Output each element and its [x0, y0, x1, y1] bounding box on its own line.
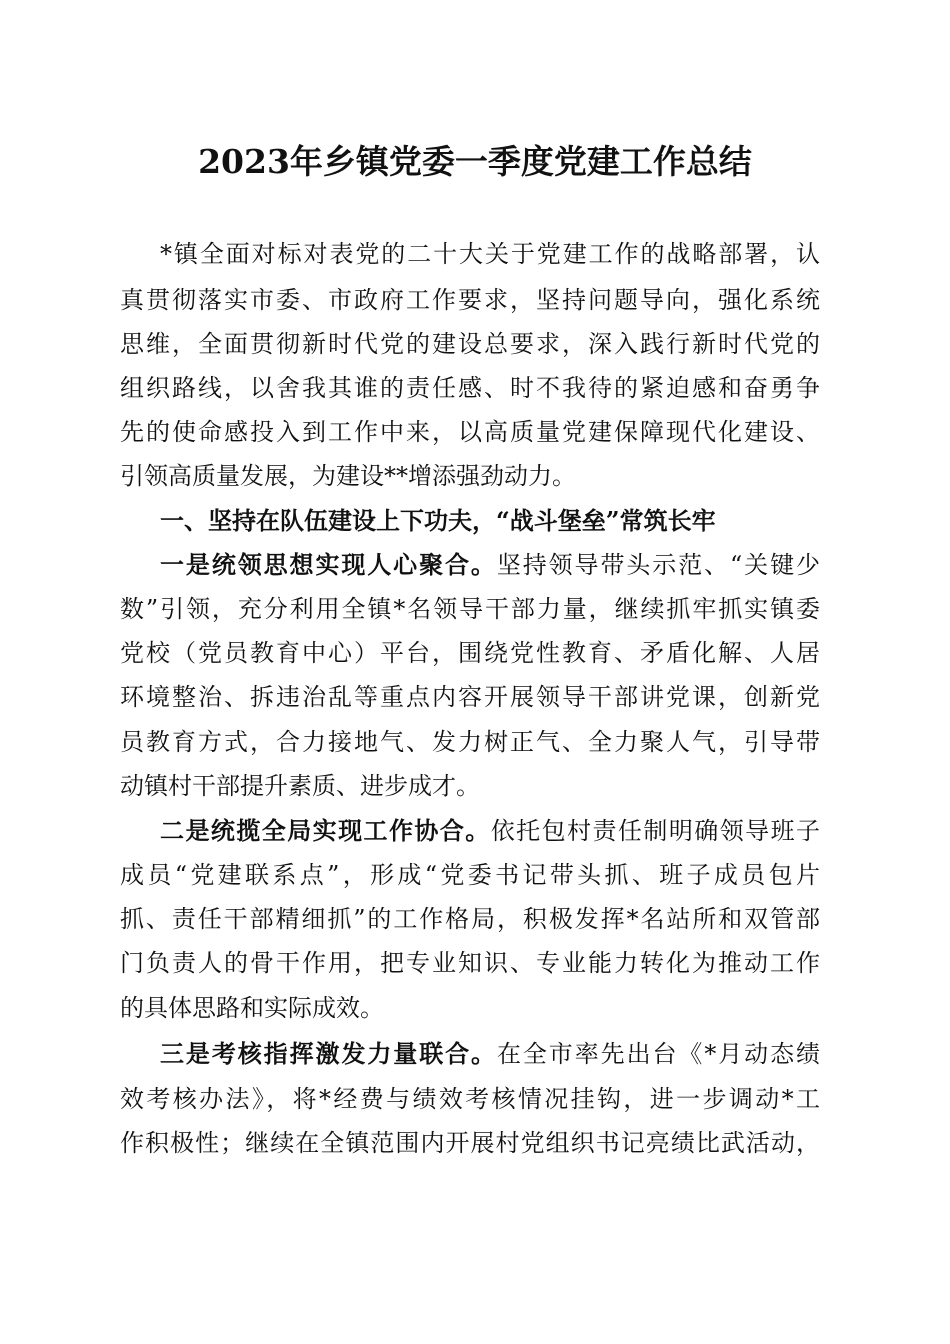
paragraph-lead: 一是统领思想实现人心聚合。	[160, 550, 497, 579]
paragraph-line: 员教育方式，合力接地气、发力树正气、全力聚人气，引导带	[120, 728, 820, 756]
paragraph-line: 的具体思路和实际成效。	[120, 994, 384, 1022]
intro-line: 先的使命感投入到工作中来，以高质量党建保障现代化建设、	[120, 418, 820, 446]
document-title: 2023年乡镇党委一季度党建工作总结	[198, 142, 752, 181]
intro-line: 组织路线，以舍我其谁的责任感、时不我待的紧迫感和奋勇争	[120, 374, 820, 402]
intro-line: 真贯彻落实市委、市政府工作要求，坚持问题导向，强化系统	[120, 286, 820, 314]
paragraph-lead: 三是考核指挥激发力量联合。	[160, 1039, 497, 1068]
paragraph-text: 依托包村责任制明确领导班子	[490, 817, 821, 845]
paragraph-line: 党校（党员教育中心）平台，围绕党性教育、矛盾化解、人居	[120, 639, 820, 667]
paragraph-line: 动镇村干部提升素质、进步成才。	[120, 772, 480, 800]
section-heading: 一、坚持在队伍建设上下功夫，“战斗堡垒”常筑长牢	[160, 506, 716, 535]
intro-line: 引领高质量发展，为建设**增添强劲动力。	[120, 462, 576, 490]
paragraph-first-line	[160, 1032, 820, 1076]
paragraph-line: 作积极性；继续在全镇范围内开展村党组织书记亮绩比武活动，	[120, 1129, 820, 1157]
intro-line: *镇全面对标对表党的二十大关于党建工作的战略部署，认	[160, 240, 820, 268]
paragraph-line: 环境整治、拆违治乱等重点内容开展领导干部讲党课，创新党	[120, 683, 820, 711]
paragraph-text: 在全市率先出台《*月动态绩	[496, 1040, 821, 1068]
paragraph-text: 坚持领导带头示范、“关键少	[496, 551, 821, 579]
paragraph-line: 抓、责任干部精细抓”的工作格局，积极发挥*名站所和双管部	[120, 905, 820, 933]
paragraph-line: 门负责人的骨干作用，把专业知识、专业能力转化为推动工作	[120, 949, 820, 977]
intro-line: 思维，全面贯彻新时代党的建设总要求，深入践行新时代党的	[120, 330, 820, 358]
paragraph-line: 成员“党建联系点”，形成“党委书记带头抓、班子成员包片	[120, 861, 820, 889]
paragraph-first-line	[160, 543, 820, 587]
paragraph-lead: 二是统揽全局实现工作协合。	[160, 816, 491, 845]
paragraph-line: 效考核办法》，将*经费与绩效考核情况挂钩，进一步调动*工	[120, 1085, 820, 1113]
paragraph-first-line	[160, 809, 820, 853]
paragraph-line: 数”引领，充分利用全镇*名领导干部力量，继续抓牢抓实镇委	[120, 595, 820, 623]
